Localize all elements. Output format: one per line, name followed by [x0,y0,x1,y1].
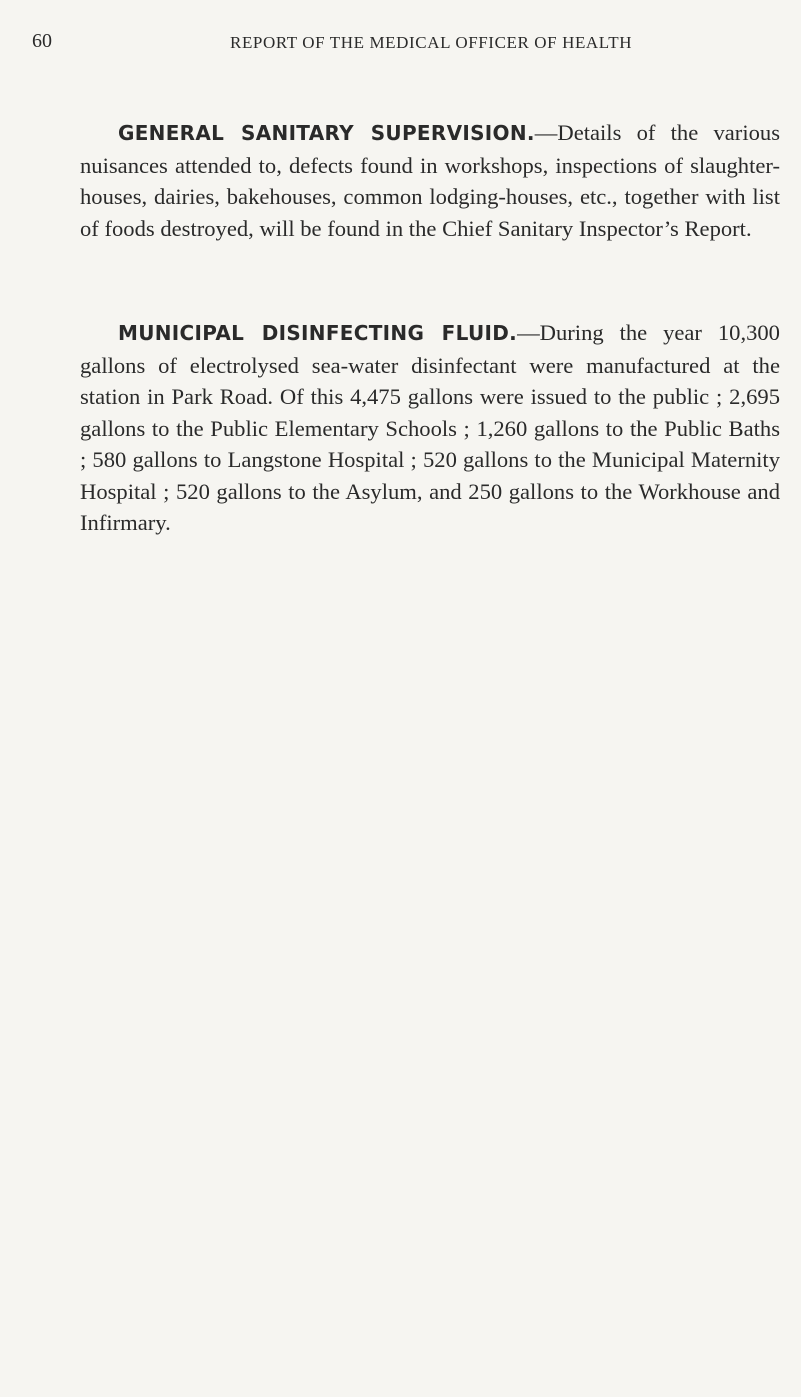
section-body: —Details of the various nuisances attended to, defects found in workshops, inspections of slaughter-houses, dairies, bakehouses, common lodging-houses, etc., together with list of foods destroyed, will be found in the Chief Sanitary Inspector’s Report. [80,120,780,241]
section-heading: MUNICIPAL DISINFECTING FLUID. [118,321,518,345]
section-body: —During the year 10,300 gallons of electrolysed sea-water disinfectant were manufactured at the station in Park Road. Of this 4,475 gallons were issued to the public ; 2,695 gallons to the Public Elementary Schools ; 1,260 gallons to the Public Baths ; 580 gallons to Langstone Hospital ; 520 gallons to the Municipal Maternity Hospital ; 520 gallons to the Asylum, and 250 gallons to the Workhouse and Infirmary. [80,320,780,535]
section-municipal-disinfecting-fluid [80,317,780,539]
page-number: 60 [32,30,52,52]
section-general-sanitary-supervision [80,117,780,244]
page-header [32,30,784,60]
section-heading: GENERAL SANITARY SUPERVISION. [118,121,535,145]
running-title: REPORT OF THE MEDICAL OFFICER OF HEALTH [230,33,633,52]
